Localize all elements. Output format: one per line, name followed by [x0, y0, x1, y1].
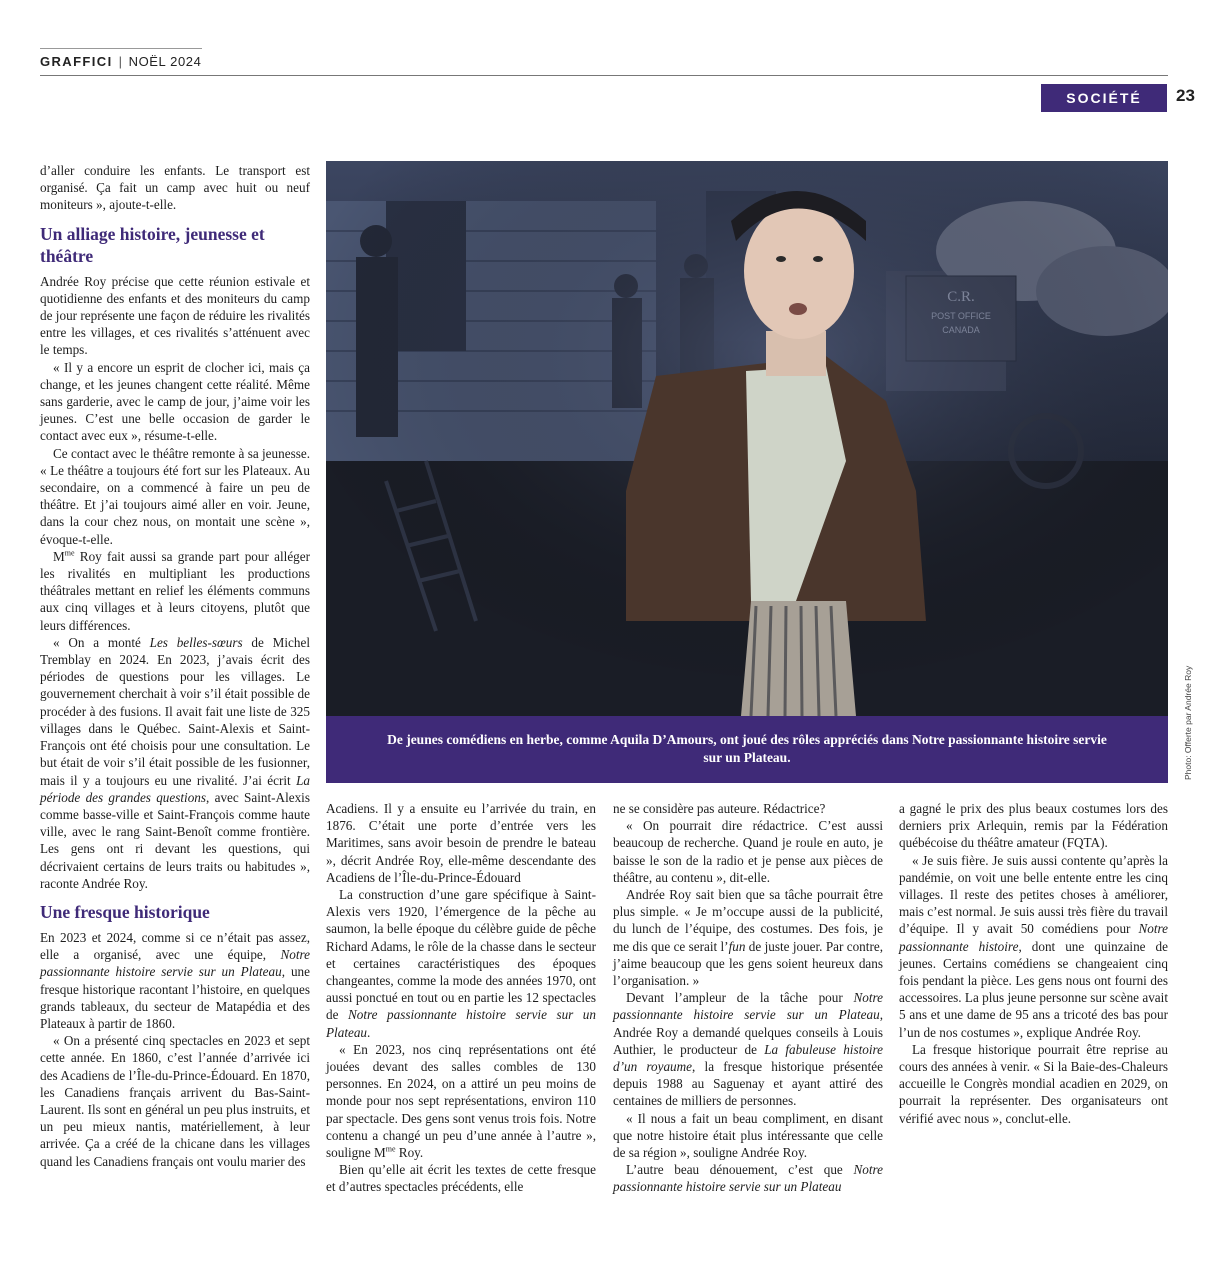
- paragraph: L’autre beau dénouement, c’est que Notre passionnante histoire servie sur un Plateau: [613, 1162, 883, 1195]
- paragraph: « Il nous a fait un beau compliment, en disant que notre histoire était plus intéressante que celle de sa région », souligne Andrée Roy.: [613, 1110, 883, 1161]
- paragraph: En 2023 et 2024, comme si ce n’était pas assez, elle a organisé, avec une équipe, Notre passionnante histoire servie sur un Plateau, une fresque historique racontant l’histoire, en quelques grands tableaux, du secteur de Matapédia et des Plateaux à partir de 1860.: [40, 929, 310, 1031]
- paragraph: ne se considère pas auteure. Rédactrice?: [613, 801, 826, 816]
- paragraph: « En 2023, nos cinq représentations ont été jouées devant des salles combles de 130 personnes. En 2024, on a attiré un peu moins de monde pour nos sept représentations, environ 110 par spectacle. Des gens sont venus trois fois. Notre contenu a changé un peu d’une année à l’autre », souligne $M^{me}$ Roy.: [326, 1041, 596, 1161]
- paragraph: Devant l’ampleur de la tâche pour Notre passionnante histoire servie sur un Plateau, Andrée Roy a demandé quelques conseils à Louis Authier, le producteur de La fabuleuse histoire d’un royaume, la fresque historique présentée depuis 1988 au Saguenay et ayant attiré des centaines de milliers de personnes.: [613, 990, 884, 1109]
- paragraph: « On a monté Les belles-sœurs de Michel Tremblay en 2024. En 2023, j’avais écrit des périodes de questions pour les villages. Le gouvernement cherchait à voir s’il était possible de procéder à des fusions. Il avait fait une liste de 325 villages dans le Québec. Saint-Alexis et Saint-François ont été choisis pour une consultation. Le but était de voir s’il était possible de les fusionner, mais il y a toujours eu une rivalité. J’ai écrit La période des grandes questions, avec Saint-Alexis comme basse-ville et Saint-François comme haute ville, avec le rang Saint-Benoît comme frontière. Les gens ont ri devant les questions, qui décrivaient certains de leurs traits ou habitudes », raconte Andrée Roy.: [40, 634, 310, 891]
- page-number: 23: [1176, 86, 1195, 105]
- photo-caption: De jeunes comédiens en herbe, comme Aquila D’Amours, ont joué des rôles appréciés dans Notre passionnante histoire servie sur un Plateau.: [326, 716, 1168, 783]
- paragraph: « Je suis fière. Je suis aussi contente qu’après la pandémie, on voit une belle entente entre les cinq villages. Il reste des petites choses à améliorer, mais c’est normal. Je suis aussi très fière du travail d’équipe. Il y avait 50 comédiens pour Notre passionnante histoire, dont une quinzaine de jeunes. Certains comédiens se changeaient cinq fois pendant la pièce. Les gens nous ont fourni des accessoires. La plus jeune personne sur scène avait 5 ans et une dame de 95 ans a tricoté des bas pour l’un de nos costumes », explique Andrée Roy.: [899, 852, 1168, 1040]
- text-column-3: [613, 800, 883, 1196]
- paragraph: Andrée Roy précise que cette réunion estivale et quotidienne des enfants et des moniteurs du camp de jour représente une façon de réduire les rivalités entre les villages, et ces rivalités s’atténuent avec le temps.: [40, 273, 310, 358]
- paragraph: La construction d’une gare spécifique à Saint-Alexis vers 1920, l’émergence de la pêche au saumon, la belle époque du célèbre guide de pêche Richard Adams, le rôle de la chasse dans le secteur et certaines caractéristiques des époques changeantes, comme la mode des années 1970, ont aussi ponctué en tout ou en partie les 12 spectacles de Notre passionnante histoire servie sur un Plateau.: [326, 887, 596, 1040]
- text-column-1: [40, 162, 310, 1170]
- paragraph: $M^{me}$ Roy fait aussi sa grande part pour alléger les rivalités en multipliant les productions théâtrales mettant en relief les éléments communs aux cinq villages et à leurs citoyens, plutôt que leurs différences.: [40, 548, 311, 633]
- publication-name: GRAFFICI: [40, 54, 113, 69]
- photo-figure: [326, 161, 1168, 783]
- paragraph: Bien qu’elle ait écrit les textes de cette fresque et d’autres spectacles précédents, elle: [326, 1162, 596, 1195]
- issue-label: NOËL 2024: [128, 54, 202, 69]
- photo-credit: Photo: Offerte par Andrée Roy: [1183, 665, 1193, 780]
- theatre-photo: [326, 161, 1168, 716]
- section-tag: SOCIÉTÉ: [1041, 84, 1167, 112]
- paragraph: Andrée Roy sait bien que sa tâche pourrait être plus simple. « Je m’occupe aussi de la publicité, du lunch de l’équipe, des costumes. Des fois, je me dis que ce serait l’fun de juste jouer. Par contre, j’aime beaucoup que les gens soient heureux dans l’organisation. »: [613, 887, 883, 989]
- header-rule: [40, 75, 1168, 76]
- text-column-2: [326, 800, 596, 1196]
- paragraph: d’aller conduire les enfants. Le transport est organisé. Ça fait un camp avec huit ou neuf moniteurs », ajoute-t-elle.: [40, 163, 310, 213]
- masthead-separator: |: [118, 54, 123, 69]
- paragraph: a gagné le prix des plus beaux costumes lors des derniers prix Arlequin, remis par la Fédération québécoise du théâtre amateur (FQTA).: [899, 801, 1168, 851]
- section-heading: Une fresque historique: [40, 901, 210, 922]
- text-column-4: [899, 800, 1168, 1127]
- section-heading: Un alliage histoire, jeunesse et théâtre: [40, 223, 265, 266]
- paragraph: « On pourrait dire rédactrice. C’est aussi beaucoup de recherche. Quand je roule en auto, je baisse le son de la radio et je pense aux pièces de théâtre, au contenu », dit-elle.: [613, 818, 883, 885]
- masthead-top-rule: [40, 48, 202, 49]
- paragraph: Acadiens. Il y a ensuite eu l’arrivée du train, en 1876. C’était une porte d’entrée vers les Maritimes, sans avoir besoin de prendre le bateau », décrit Andrée Roy, elle-même descendante des Acadiens de l’Île-du-Prince-Édouard: [326, 801, 596, 885]
- honorific: $M^{me}$: [53, 548, 75, 564]
- paragraph: La fresque historique pourrait être reprise au cours des années à venir. « Si la Baie-des-Chaleurs accueille le Congrès mondial acadien en 2029, on pourrait la représenter. Des organisateurs ont vérifié avec nous », conclut-elle.: [899, 1041, 1168, 1126]
- paragraph: « On a présenté cinq spectacles en 2023 et sept cette année. En 1860, c’est l’année d’arrivée ici des Acadiens de l’Île-du-Prince-Édouard. En 1870, les Canadiens français arrivent du Bas-Saint-Laurent. Ils sont en général un peu plus instruits, et un peu mieux nantis, matériellement, à leur arrivée. Ça a créé de la chicane dans les villages quand les Canadiens français ont voulu marier des: [40, 1033, 310, 1169]
- photo-illustration: [326, 161, 1168, 716]
- masthead: [40, 54, 201, 69]
- paragraph: « Il y a encore un esprit de clocher ici, mais ça change, et les jeunes changent cette réalité. Même sans garderie, avec le camp de jour, j’aime voir les jeunes. C’est une belle occasion de garder le contact avec eux », résume-t-elle.: [40, 359, 310, 444]
- paragraph: Ce contact avec le théâtre remonte à sa jeunesse. « Le théâtre a toujours été fort sur les Plateaux. Au secondaire, on a commencé à faire un peu de théâtre. Et j’ai toujours aimé aller en voir. Jeune, dans la cour chez nous, on montait une scène », évoque-t-elle.: [40, 445, 310, 547]
